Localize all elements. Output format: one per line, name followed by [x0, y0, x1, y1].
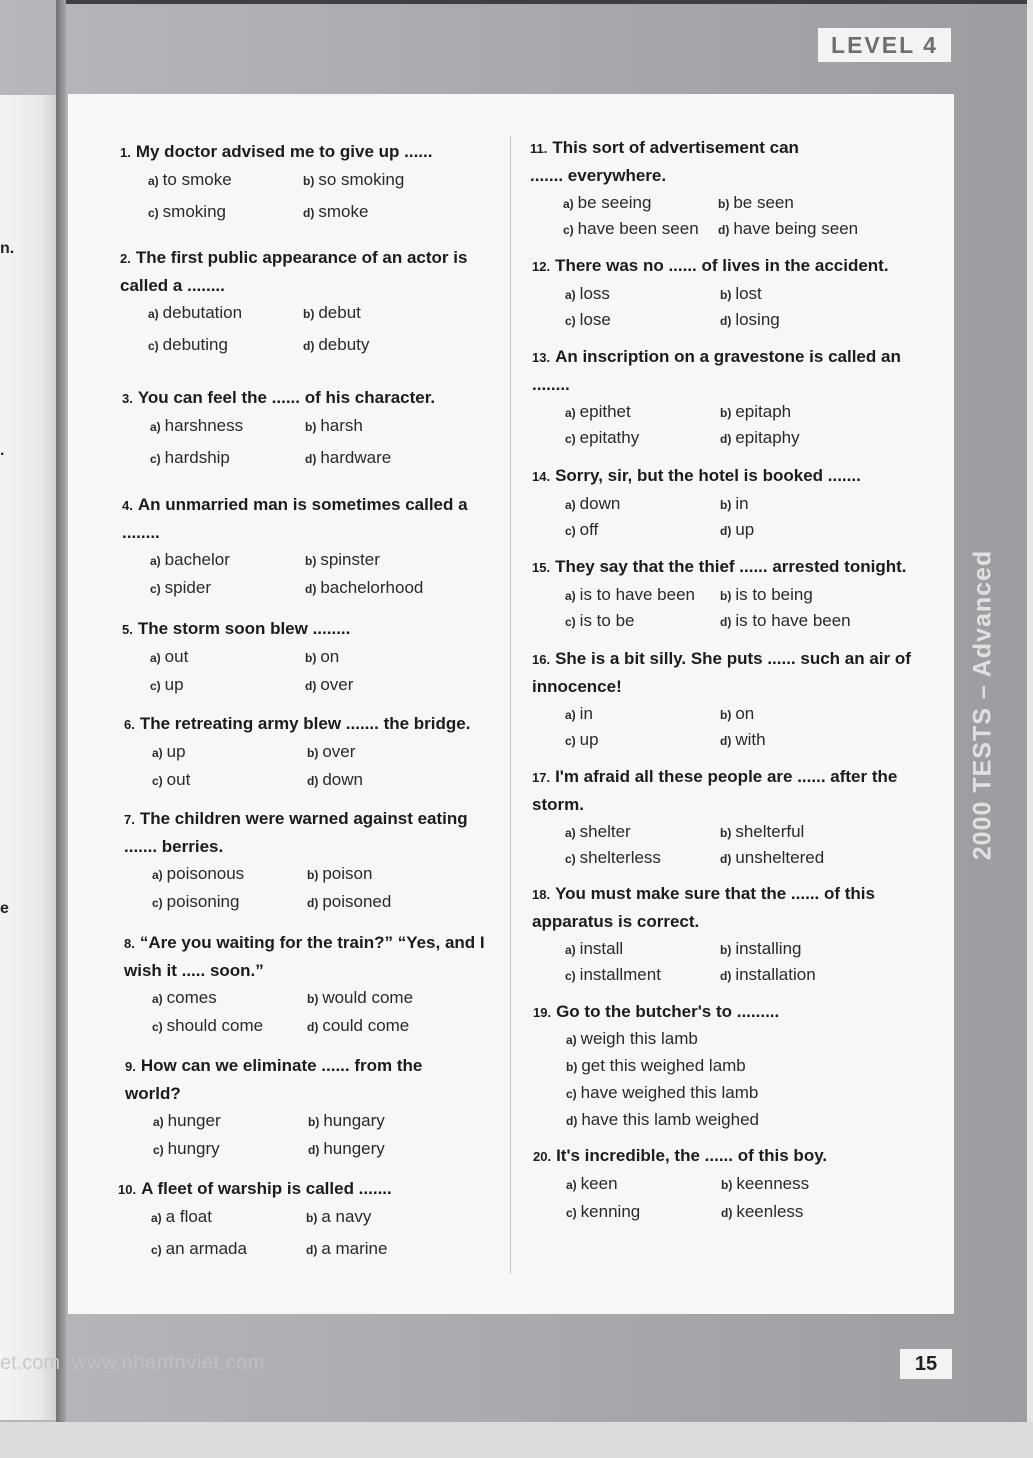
option-grid	[152, 860, 472, 916]
question-stem	[118, 1175, 458, 1203]
question-number: 1.	[120, 145, 131, 160]
question-text: The children were warned against eating ....... berries.	[124, 809, 468, 856]
question-text: How can we eliminate ...... from the world?	[125, 1056, 423, 1103]
option-c[interactable]: c) up	[565, 730, 599, 749]
footer-url[interactable]: www.nhantriviet.com	[72, 1352, 265, 1374]
question-number: 20.	[533, 1149, 552, 1164]
option-d[interactable]: d) installation	[720, 965, 816, 984]
footer-url-fragment: et.com	[0, 1352, 61, 1374]
question-text: It's incredible, the ...... of this boy.	[556, 1146, 828, 1165]
option-b[interactable]: b) on	[720, 704, 755, 723]
question-stem	[124, 710, 474, 738]
question-15	[532, 553, 912, 633]
option-b[interactable]: b) spinster	[305, 550, 380, 569]
option-d[interactable]: d) could come	[307, 1016, 410, 1035]
question-text: The first public appearance of an actor is called a ........	[120, 248, 468, 295]
option-c[interactable]: c) an armada	[151, 1239, 247, 1258]
question-stem	[532, 880, 877, 935]
left-page-fragment: e	[0, 900, 9, 917]
question-14	[532, 462, 892, 542]
question-number: 3.	[122, 391, 133, 406]
question-text: The storm soon blew ........	[137, 619, 351, 638]
option-d[interactable]: d) unsheltered	[720, 848, 825, 867]
question-stem	[532, 553, 912, 581]
left-page-edge	[0, 95, 61, 1420]
question-number: 4.	[122, 498, 133, 513]
question-stem	[532, 252, 897, 280]
option-b[interactable]: b) is to being	[720, 585, 813, 604]
option-a[interactable]: a) poisonous	[152, 864, 245, 883]
option-a[interactable]: a) out	[150, 647, 189, 666]
option-a[interactable]: a) a float	[151, 1207, 212, 1226]
option-a[interactable]: a) up	[152, 742, 186, 761]
question-7	[124, 805, 469, 916]
option-b[interactable]: b) lost	[720, 284, 762, 303]
option-d[interactable]: d) losing	[720, 310, 780, 329]
question-stem	[533, 998, 893, 1026]
option-b[interactable]: b) in	[720, 494, 749, 513]
question-stem	[532, 462, 892, 490]
question-number: 12.	[532, 259, 551, 274]
page-number: 15	[900, 1349, 952, 1379]
left-page-fragment: .	[0, 442, 5, 459]
option-grid	[151, 1203, 471, 1263]
question-stem	[532, 343, 902, 398]
question-text: She is a bit silly. She puts ...... such an air of innocence!	[532, 649, 911, 696]
option-a[interactable]: a) epithet	[565, 402, 631, 421]
option-b[interactable]: b) on	[305, 647, 340, 666]
question-number: 8.	[124, 936, 135, 951]
question-stem	[532, 763, 902, 818]
question-text: “Are you waiting for the train?” “Yes, and I wish it ..... soon.”	[124, 933, 485, 980]
option-d[interactable]: d) have being seen	[718, 219, 859, 238]
option-a[interactable]: a) comes	[152, 988, 217, 1007]
option-a[interactable]: a) debutation	[148, 303, 243, 322]
question-5	[122, 615, 462, 699]
question-text: This sort of advertisement can ....... everywhere.	[530, 138, 799, 185]
option-list	[566, 1026, 893, 1134]
question-19	[533, 998, 893, 1134]
option-a[interactable]: a) is to have been	[565, 585, 695, 604]
option-d[interactable]: d) down	[307, 770, 363, 789]
question-number: 11.	[530, 141, 548, 156]
option-c[interactable]: c) spider	[150, 578, 211, 597]
option-d[interactable]: d) keenless	[721, 1202, 804, 1221]
question-stem	[120, 138, 460, 166]
option-grid	[565, 398, 885, 450]
top-page-edge	[60, 0, 1033, 4]
question-4	[122, 491, 472, 602]
question-number: 13.	[532, 350, 551, 365]
option-c[interactable]: c) off	[565, 520, 599, 539]
question-text: They say that the thief ...... arrested tonight.	[555, 557, 907, 576]
level-label: LEVEL 4	[818, 28, 951, 62]
question-11	[530, 134, 859, 241]
question-stem	[120, 244, 470, 299]
option-c[interactable]: c) hungry	[153, 1139, 220, 1158]
option-c[interactable]: c) shelterless	[565, 848, 661, 867]
question-text: An unmarried man is sometimes called a ........	[122, 495, 468, 542]
option-grid	[565, 581, 885, 633]
option-a[interactable]: a) keen	[566, 1174, 618, 1193]
option-grid	[565, 280, 885, 332]
option-a[interactable]: a) be seeing	[563, 193, 652, 212]
option-grid	[148, 166, 468, 226]
option-d[interactable]: d) bachelorhood	[305, 578, 424, 597]
option-a[interactable]: a) loss	[565, 284, 610, 303]
question-number: 19.	[533, 1005, 552, 1020]
option-a[interactable]: a) down	[565, 494, 621, 513]
question-10	[118, 1175, 458, 1263]
option-grid	[566, 1170, 886, 1226]
option-c[interactable]: c) out	[152, 770, 191, 789]
left-page-fragment: n.	[0, 240, 15, 257]
bottom-page-edge	[0, 1422, 1033, 1458]
question-6	[124, 710, 474, 794]
question-number: 6.	[124, 717, 135, 732]
option-grid	[563, 189, 883, 241]
question-stem	[533, 1142, 893, 1170]
option-c[interactable]: c) have been seen	[563, 219, 699, 238]
option-grid	[148, 299, 468, 359]
option-grid	[150, 412, 470, 472]
option-c[interactable]: c) should come	[152, 1016, 264, 1035]
option-a[interactable]: a) hunger	[153, 1111, 221, 1130]
option-d[interactable]: d) hungery	[308, 1139, 385, 1158]
option-a[interactable]: a) shelter	[565, 822, 631, 841]
question-2	[120, 244, 470, 359]
option-grid	[152, 984, 472, 1040]
option-grid	[565, 490, 885, 542]
option-a[interactable]: a) to smoke	[148, 170, 232, 189]
option-b[interactable]: b) a navy	[306, 1207, 372, 1226]
option-a[interactable]: a) in	[565, 704, 593, 723]
option-grid	[152, 738, 472, 794]
option-d[interactable]: d) debuty	[303, 335, 370, 354]
option-d[interactable]: d) have this lamb weighed	[566, 1110, 759, 1129]
option-b[interactable]: b) harsh	[305, 416, 363, 435]
question-17	[532, 763, 902, 870]
question-12	[532, 252, 897, 332]
question-stem	[122, 615, 462, 643]
option-c[interactable]: c) installment	[565, 965, 661, 984]
question-stem	[124, 929, 486, 984]
question-number: 17.	[532, 770, 551, 785]
question-text: Sorry, sir, but the hotel is booked .......	[555, 466, 861, 485]
question-18	[532, 880, 877, 987]
option-b[interactable]: b) epitaph	[720, 402, 792, 421]
question-8	[124, 929, 486, 1040]
option-c[interactable]: c) lose	[565, 310, 611, 329]
option-a[interactable]: a) harshness	[150, 416, 244, 435]
question-text: The retreating army blew ....... the bridge.	[139, 714, 471, 733]
option-d[interactable]: d) over	[305, 675, 354, 694]
question-text: An inscription on a gravestone is called an ........	[532, 347, 901, 394]
question-stem	[530, 134, 830, 189]
option-grid	[565, 818, 885, 870]
option-a[interactable]: a) install	[565, 939, 624, 958]
question-text: I'm afraid all these people are ...... after the storm.	[532, 767, 898, 814]
option-b[interactable]: b) hungary	[308, 1111, 385, 1130]
column-divider	[510, 136, 511, 1274]
question-stem	[125, 1052, 435, 1107]
option-grid	[153, 1107, 473, 1163]
option-d[interactable]: d) poisoned	[307, 892, 392, 911]
option-grid	[565, 935, 885, 987]
option-d[interactable]: d) is to have been	[720, 611, 851, 630]
option-c[interactable]: c) poisoning	[152, 892, 240, 911]
option-c[interactable]: c) have weighed this lamb	[566, 1083, 759, 1102]
question-text: A fleet of warship is called .......	[141, 1179, 392, 1198]
question-3	[122, 384, 462, 472]
option-c[interactable]: c) up	[150, 675, 184, 694]
question-stem	[122, 384, 462, 412]
question-number: 18.	[532, 887, 551, 902]
question-text: You can feel the ...... of his character.	[137, 388, 436, 407]
question-9	[125, 1052, 435, 1163]
option-d[interactable]: d) with	[720, 730, 766, 749]
question-number: 9.	[125, 1059, 136, 1074]
question-20	[533, 1142, 893, 1226]
question-number: 5.	[122, 622, 133, 637]
question-stem	[122, 491, 472, 546]
question-13	[532, 343, 902, 450]
option-b[interactable]: b) keenness	[721, 1174, 810, 1193]
option-c[interactable]: c) hardship	[150, 448, 230, 467]
option-b[interactable]: b) debut	[303, 303, 361, 322]
option-c[interactable]: c) epitathy	[565, 428, 640, 447]
right-page-edge	[1027, 0, 1033, 1458]
option-c[interactable]: c) kenning	[566, 1202, 641, 1221]
question-number: 10.	[118, 1182, 137, 1197]
option-grid	[150, 546, 470, 602]
option-grid	[565, 700, 885, 752]
option-b[interactable]: b) over	[307, 742, 356, 761]
option-b[interactable]: b) poison	[307, 864, 373, 883]
book-spine	[56, 0, 66, 1458]
option-b[interactable]: b) installing	[720, 939, 802, 958]
question-text: Go to the butcher's to .........	[556, 1002, 780, 1021]
option-a[interactable]: a) bachelor	[150, 550, 230, 569]
option-c[interactable]: c) is to be	[565, 611, 635, 630]
option-d[interactable]: d) epitaphy	[720, 428, 800, 447]
question-stem	[532, 645, 912, 700]
option-b[interactable]: b) would come	[307, 988, 414, 1007]
option-b[interactable]: b) shelterful	[720, 822, 805, 841]
option-d[interactable]: d) up	[720, 520, 755, 539]
option-d[interactable]: d) a marine	[306, 1239, 388, 1258]
option-grid	[150, 643, 470, 699]
side-title: 2000 TESTS – Advanced	[968, 549, 997, 861]
option-b[interactable]: b) get this weighed lamb	[566, 1056, 746, 1075]
question-16	[532, 645, 912, 752]
question-number: 2.	[120, 251, 131, 266]
question-number: 14.	[532, 469, 551, 484]
option-d[interactable]: d) smoke	[303, 202, 369, 221]
question-text: There was no ...... of lives in the accident.	[555, 256, 889, 275]
question-number: 16.	[532, 652, 551, 667]
option-b[interactable]: b) so smoking	[303, 170, 405, 189]
question-number: 15.	[532, 560, 551, 575]
option-d[interactable]: d) hardware	[305, 448, 392, 467]
question-text: You must make sure that the ...... of this apparatus is correct.	[532, 884, 875, 931]
option-a[interactable]: a) weigh this lamb	[566, 1029, 698, 1048]
option-c[interactable]: c) debuting	[148, 335, 228, 354]
question-stem	[124, 805, 469, 860]
option-b[interactable]: b) be seen	[718, 193, 794, 212]
question-1	[120, 138, 460, 226]
question-number: 7.	[124, 812, 135, 827]
question-text: My doctor advised me to give up ......	[135, 142, 433, 161]
option-c[interactable]: c) smoking	[148, 202, 226, 221]
